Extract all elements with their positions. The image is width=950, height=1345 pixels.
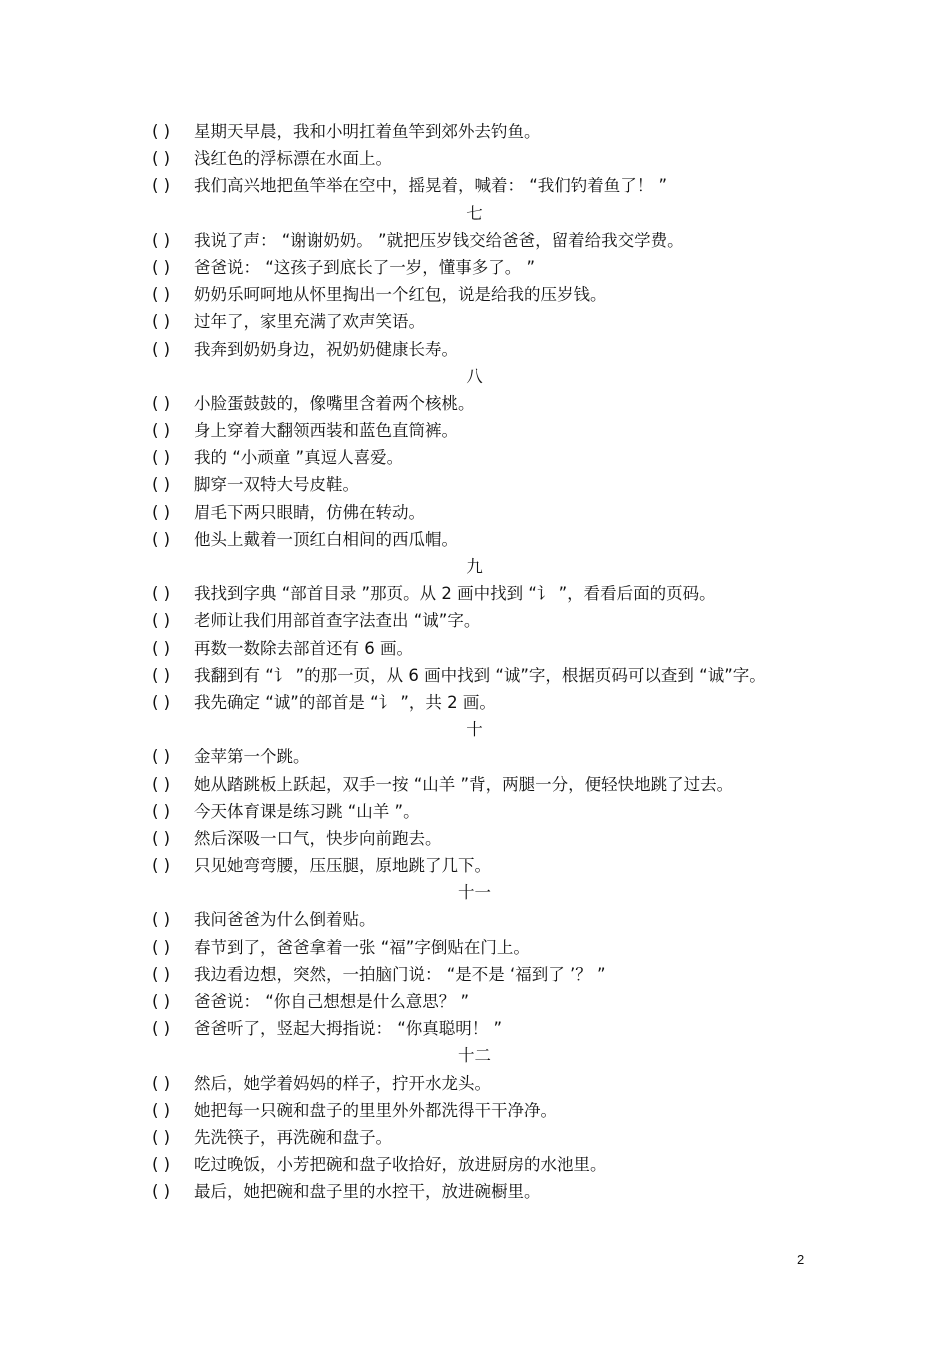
section-heading: 十二 [458,1046,491,1066]
sentence-text: 我奔到奶奶身边，祝奶奶健康长寿。 [194,339,458,359]
exercise-item [152,580,832,607]
section-heading: 九 [466,557,483,576]
sentence-text: 爸爸听了，竖起大拇指说： “你真聪明！ ” [194,1019,503,1039]
answer-blank: ( ) [152,529,171,549]
sentence-text: 最后，她把碗和盘子里的水控干，放进碗橱里。 [194,1182,541,1202]
answer-blank: ( ) [152,611,171,631]
answer-blank: ( ) [152,393,171,413]
sentence-text: 爸爸说： “这孩子到底长了一岁，懂事多了。 ” [194,257,536,277]
sentence-text: 脚穿一双特大号皮鞋。 [194,475,359,495]
exercise-item [152,254,832,281]
answer-blank: ( ) [152,638,171,658]
answer-blank: ( ) [152,122,171,141]
page-number: 2 [797,1252,805,1267]
exercise-item [152,1178,832,1205]
exercise-item [152,281,832,308]
answer-blank: ( ) [152,801,171,821]
answer-blank: ( ) [152,992,171,1011]
sentence-text: 他头上戴着一顶红白相间的西瓜帽。 [194,529,458,549]
answer-blank: ( ) [152,257,171,277]
answer-blank: ( ) [152,502,171,522]
sentence-text: 过年了，家里充满了欢声笑语。 [194,312,425,332]
exercise-item [152,444,832,471]
sentence-text: 她把每一只碗和盘子的里里外外都洗得干干净净。 [194,1100,557,1120]
section-heading: 八 [466,366,483,386]
sentence-text: 然后，她学着妈妈的样子，拧开水龙头。 [194,1073,491,1093]
answer-blank: ( ) [152,1127,171,1147]
sentence-text: 身上穿着大翻领西装和蓝色直筒裤。 [194,421,458,441]
answer-blank: ( ) [152,584,171,604]
answer-blank: ( ) [152,230,171,250]
exercise-item [152,906,832,933]
sentence-text: 眉毛下两只眼睛，仿佛在转动。 [194,502,425,522]
answer-blank: ( ) [152,421,171,441]
answer-blank: ( ) [152,747,171,767]
sentence-text: 奶奶乐呵呵地从怀里掏出一个红包，说是给我的压岁钱。 [194,285,607,305]
exercise-item [152,526,832,553]
exercise-item [152,662,832,689]
answer-blank: ( ) [152,149,171,169]
answer-blank: ( ) [152,774,171,794]
exercise-item [152,689,832,716]
sentence-text: 老师让我们用部首查字法查出 “诚”字。 [194,611,481,631]
answer-blank: ( ) [152,856,171,876]
answer-blank: ( ) [152,1182,171,1202]
exercise-item [152,417,832,444]
exercise-item [152,743,832,770]
exercise-item [152,227,832,254]
sentence-text: 爸爸说： “你自己想想是什么意思？ ” [194,992,470,1011]
sentence-text: 金苹第一个跳。 [194,747,310,767]
answer-blank: ( ) [152,910,171,930]
answer-blank: ( ) [152,665,171,685]
exercise-item [152,934,832,961]
exercise-item [152,1015,832,1042]
exercise-item [152,635,832,662]
sentence-text: 然后深吸一口气，快步向前跑去。 [194,828,442,848]
answer-blank: ( ) [152,692,171,712]
sentence-text: 春节到了，爸爸拿着一张 “福”字倒贴在门上。 [194,937,530,957]
exercise-item [152,172,832,199]
sentence-text: 我说了声： “谢谢奶奶。 ”就把压岁钱交给爸爸，留着给我交学费。 [194,230,684,250]
sentence-text: 我先确定 “诚”的部首是 “讠 ”，共 2 画。 [194,692,496,712]
answer-blank: ( ) [152,1073,171,1093]
answer-blank: ( ) [152,1155,171,1175]
exercise-item [152,1097,832,1124]
sentence-text: 我翻到有 “讠 ”的那一页，从 6 画中找到 “诚”字，根据页码可以查到 “诚”字。 [194,665,766,685]
answer-blank: ( ) [152,1100,171,1120]
sentence-text: 吃过晚饭，小芳把碗和盘子收拾好，放进厨房的水池里。 [194,1155,607,1175]
exercise-item [152,798,832,825]
answer-blank: ( ) [152,176,171,196]
sentence-text: 我找到字典 “部首目录 ”那页。从 2 画中找到 “讠 ”，看看后面的页码。 [194,584,716,604]
answer-blank: ( ) [152,1019,171,1039]
sentence-text: 小脸蛋鼓鼓的，像嘴里含着两个核桃。 [194,393,475,413]
exercise-item [152,308,832,335]
sentence-text: 我边看边想，突然，一拍脑门说： “是不是 ‘福到了 ’？ ” [194,964,606,984]
answer-blank: ( ) [152,339,171,359]
exercise-item [152,336,832,363]
answer-blank: ( ) [152,448,171,468]
exercise-item [152,961,832,988]
exercise-item [152,118,832,145]
sentence-text: 再数一数除去部首还有 6 画。 [194,638,413,658]
sentence-text: 我们高兴地把鱼竿举在空中，摇晃着，喊着： “我们钓着鱼了！ ” [194,176,668,196]
exercise-content [152,118,832,1206]
exercise-item [152,390,832,417]
section-heading: 七 [466,203,483,223]
sentence-text: 我的 “小顽童 ”真逗人喜爱。 [194,448,404,468]
exercise-item [152,607,832,634]
exercise-item [152,499,832,526]
section-heading: 十一 [458,883,491,903]
exercise-item [152,1070,832,1097]
exercise-item [152,1151,832,1178]
section-heading: 十 [466,720,483,740]
answer-blank: ( ) [152,475,171,495]
answer-blank: ( ) [152,828,171,848]
exercise-item [152,471,832,498]
sentence-text: 只见她弯弯腰，压压腿，原地跳了几下。 [194,856,491,876]
sentence-text: 先洗筷子，再洗碗和盘子。 [194,1127,392,1147]
sentence-text: 她从踏跳板上跃起，双手一按 “山羊 ”背，两腿一分，便轻快地跳了过去。 [194,774,734,794]
exercise-item [152,988,832,1015]
answer-blank: ( ) [152,937,171,957]
answer-blank: ( ) [152,964,171,984]
exercise-item [152,771,832,798]
sentence-text: 今天体育课是练习跳 “山羊 ”。 [194,801,420,821]
exercise-item [152,825,832,852]
sentence-text: 我问爸爸为什么倒着贴。 [194,910,376,930]
exercise-item [152,852,832,879]
exercise-item [152,145,832,172]
sentence-text: 浅红色的浮标漂在水面上。 [194,149,392,169]
answer-blank: ( ) [152,312,171,332]
exercise-item [152,1124,832,1151]
sentence-text: 星期天早晨，我和小明扛着鱼竿到郊外去钓鱼。 [194,122,541,141]
answer-blank: ( ) [152,285,171,305]
